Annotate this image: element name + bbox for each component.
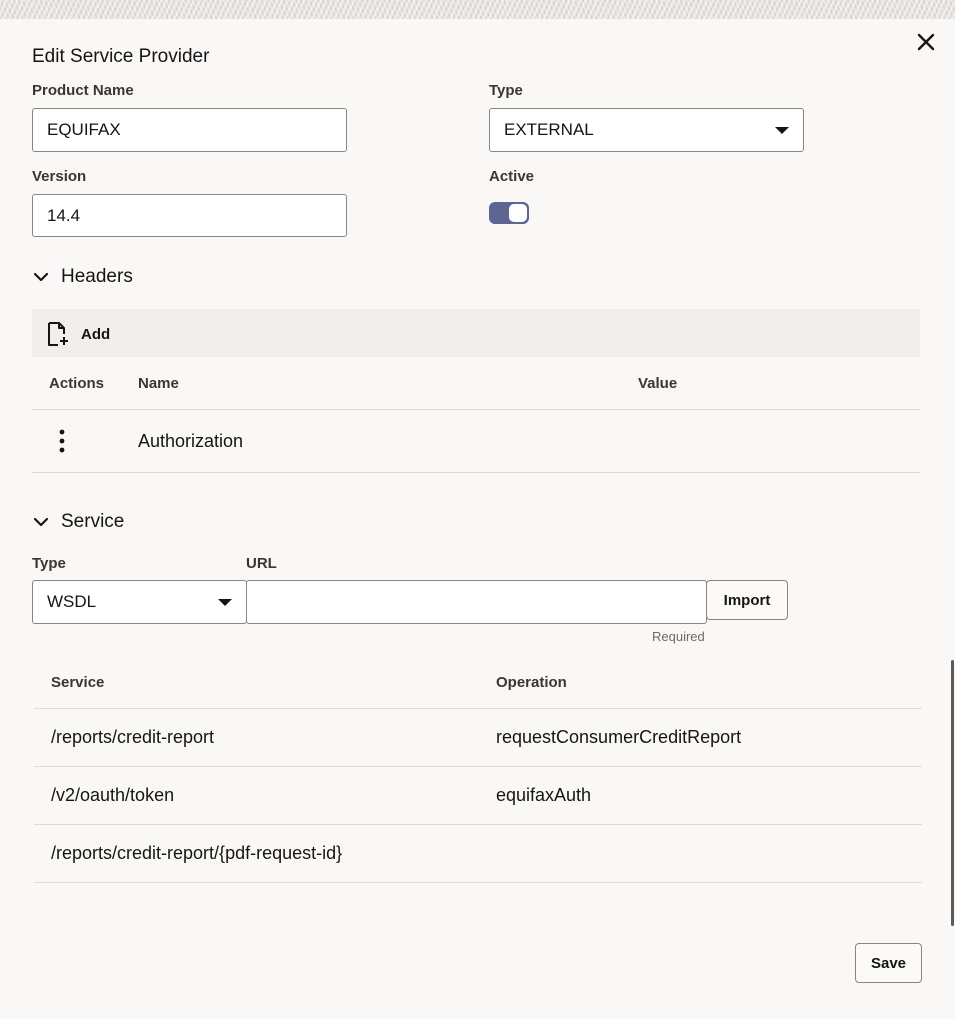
add-header-button[interactable] — [46, 321, 110, 347]
divider — [32, 472, 920, 473]
service-section-toggle[interactable] — [32, 510, 124, 534]
chevron-down-icon — [218, 599, 232, 606]
col-actions: Actions — [49, 375, 105, 392]
close-icon — [916, 32, 936, 52]
type-label: Type — [489, 82, 523, 99]
table-row[interactable] — [34, 709, 922, 766]
active-label: Active — [489, 168, 535, 185]
divider — [34, 882, 922, 883]
col-value: Value — [638, 375, 678, 392]
url-label: URL — [246, 555, 277, 572]
more-vertical-icon — [59, 429, 65, 453]
operation-cell: requestConsumerCreditReport — [496, 727, 742, 747]
active-toggle[interactable] — [489, 202, 529, 224]
chevron-down-icon — [32, 268, 50, 286]
service-section-title: Service — [61, 511, 125, 532]
table-row[interactable] — [34, 825, 922, 882]
version-label: Version — [32, 168, 87, 185]
edit-service-provider-dialog — [0, 19, 955, 1019]
service-type-value: WSDL — [47, 592, 97, 611]
url-input[interactable] — [246, 580, 707, 624]
type-select-value: EXTERNAL — [504, 120, 594, 139]
service-type-label: Type — [32, 555, 66, 572]
col-service: Service — [51, 674, 105, 691]
headers-section-title: Headers — [61, 266, 133, 287]
col-operation: Operation — [496, 674, 567, 691]
add-document-icon — [46, 321, 70, 347]
operation-cell: equifaxAuth — [496, 785, 592, 805]
background-texture — [0, 0, 955, 19]
product-name-value: EQUIFAX — [47, 120, 121, 139]
service-cell: /reports/credit-report — [51, 727, 215, 747]
table-row — [32, 410, 920, 472]
col-name: Name — [138, 375, 179, 392]
toggle-knob — [509, 204, 527, 222]
service-cell: /reports/credit-report/{pdf-request-id} — [51, 843, 343, 863]
headers-section-toggle[interactable] — [32, 265, 133, 289]
dialog-title: Edit Service Provider — [32, 46, 210, 67]
import-button[interactable]: Import — [706, 580, 788, 620]
header-name-cell: Authorization — [138, 431, 244, 451]
version-value: 14.4 — [47, 205, 81, 225]
chevron-down-icon — [32, 513, 50, 531]
service-type-select[interactable] — [32, 580, 247, 624]
service-cell: /v2/oauth/token — [51, 785, 175, 805]
product-name-input[interactable] — [32, 108, 347, 152]
product-name-label: Product Name — [32, 82, 134, 99]
close-button[interactable] — [911, 27, 941, 57]
version-input[interactable] — [32, 194, 347, 237]
headers-toolbar — [32, 309, 920, 357]
type-select[interactable] — [489, 108, 804, 152]
row-actions-button[interactable] — [50, 428, 74, 454]
chevron-down-icon — [775, 127, 789, 134]
table-row[interactable] — [34, 767, 922, 824]
save-button[interactable]: Save — [855, 943, 922, 983]
url-required-hint: Required — [652, 629, 705, 644]
scrollbar[interactable] — [951, 660, 954, 926]
add-label: Add — [81, 325, 111, 343]
